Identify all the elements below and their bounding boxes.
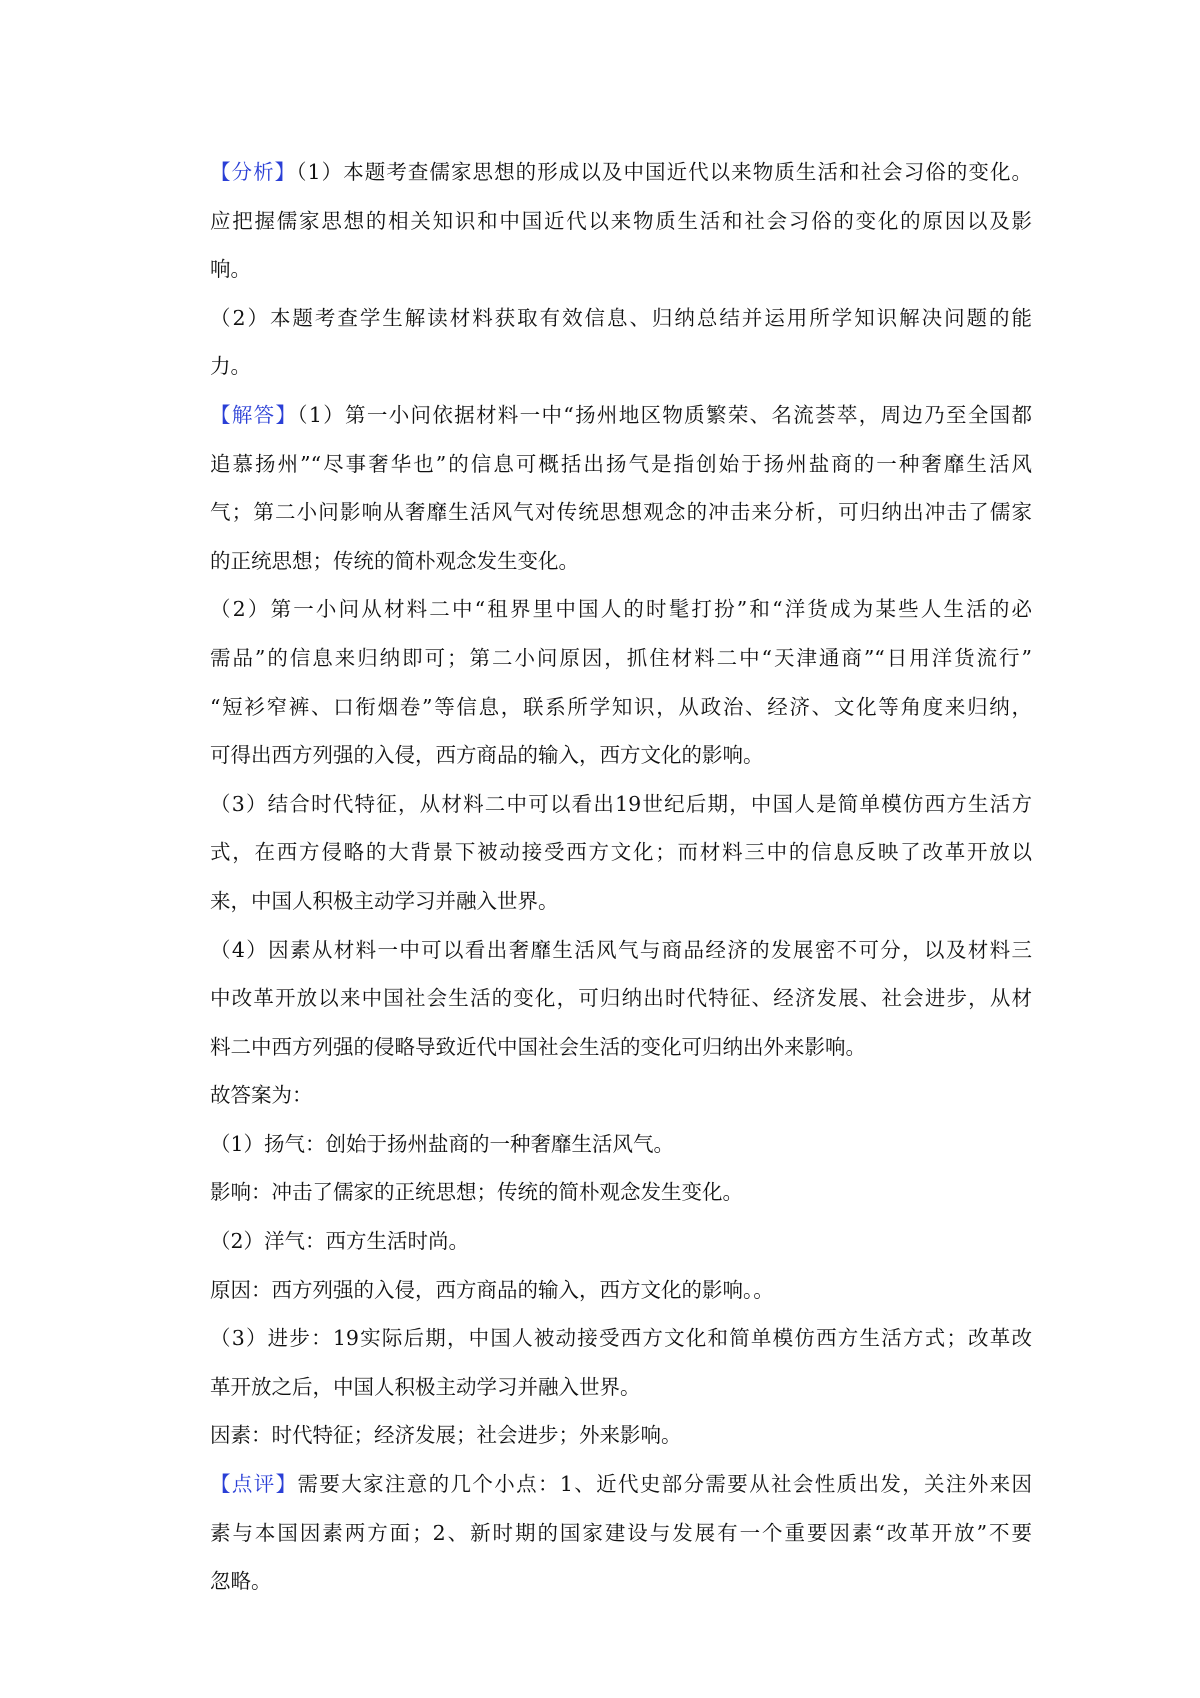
text-line: [210, 1411, 1032, 1460]
text-line: [210, 1460, 1032, 1509]
line-text: 的正统思想；传统的简朴观念发生变化。: [210, 548, 579, 573]
text-line: [210, 634, 1032, 683]
line-text: （3）结合时代特征，从材料二中可以看出19世纪后期，中国人是简单模仿西方生活方: [210, 791, 1032, 816]
line-text: （2）洋气：西方生活时尚。: [210, 1229, 470, 1254]
line-text: “短衫窄裤、口衔烟卷”等信息，联系所学知识，从政治、经济、文化等角度来归纳，: [210, 694, 1032, 719]
line-text: 素与本国因素两方面；2、新时期的国家建设与发展有一个重要因素“改革开放”不要: [210, 1520, 1032, 1545]
section-tag: 【分析】: [210, 160, 297, 184]
text-line: [210, 1071, 1032, 1120]
text-line: [210, 1217, 1032, 1266]
section-tag: 【点评】: [210, 1472, 298, 1497]
text-line: [210, 1023, 1032, 1072]
text-line: [210, 488, 1032, 537]
text-line: [210, 1363, 1032, 1412]
line-text: 故答案为：: [210, 1083, 313, 1108]
line-text: （3）进步：19实际后期，中国人被动接受西方文化和简单模仿西方生活方式；改革改: [210, 1326, 1032, 1351]
text-line: [210, 1509, 1032, 1558]
line-text: （2）本题考查学生解读材料获取有效信息、归纳总结并运用所学知识解决问题的能: [210, 305, 1032, 330]
line-text: 原因：西方列强的入侵，西方商品的输入，西方文化的影响。。: [210, 1277, 774, 1302]
text-line: [210, 731, 1032, 780]
text-line: [210, 1266, 1032, 1315]
text-line: [210, 294, 1032, 343]
line-text: 可得出西方列强的入侵，西方商品的输入，西方文化的影响。: [210, 743, 764, 768]
line-text: 因素：时代特征；经济发展；社会进步；外来影响。: [210, 1423, 682, 1448]
section-tag: 【解答】: [210, 402, 298, 427]
text-line: [210, 391, 1032, 440]
line-text: 气；第二小问影响从奢靡生活风气对传统思想观念的冲击来分析，可归纳出冲击了儒家: [210, 500, 1032, 525]
text-line: [210, 537, 1032, 586]
line-text: （1）本题考查儒家思想的形成以及中国近代以来物质生活和社会习俗的变化。: [296, 160, 1032, 184]
text-line: [210, 828, 1032, 877]
text-line: [210, 1120, 1032, 1169]
text-line: [210, 974, 1032, 1023]
text-line: [210, 780, 1032, 829]
line-text: 料二中西方列强的侵略导致近代中国社会生活的变化可归纳出外来影响。: [210, 1034, 866, 1059]
text-line: [210, 926, 1032, 975]
line-text: 影响：冲击了儒家的正统思想；传统的简朴观念发生变化。: [210, 1180, 743, 1205]
line-text: 应把握儒家思想的相关知识和中国近代以来物质生活和社会习俗的变化的原因以及影: [210, 208, 1032, 233]
text-line: [210, 148, 1032, 197]
document-page: [210, 148, 1032, 1606]
text-line: [210, 1314, 1032, 1363]
line-text: （2）第一小问从材料二中“租界里中国人的时髦打扮”和“洋货成为某些人生活的必: [210, 597, 1032, 622]
line-text: 需要大家注意的几个小点：1、近代史部分需要从社会性质出发，关注外来因: [297, 1472, 1033, 1497]
text-line: [210, 877, 1032, 926]
line-text: 需品”的信息来归纳即可；第二小问原因，抓住材料二中“天津通商”“日用洋货流行”: [210, 645, 1032, 670]
text-line: [210, 1557, 1032, 1606]
line-text: 式，在西方侵略的大背景下被动接受西方文化；而材料三中的信息反映了改革开放以: [210, 840, 1032, 865]
line-text: 响。: [210, 257, 251, 282]
text-line: [210, 1168, 1032, 1217]
line-text: 来，中国人积极主动学习并融入世界。: [210, 888, 559, 913]
text-line: [210, 197, 1032, 246]
line-text: 中改革开放以来中国社会生活的变化，可归纳出时代特征、经济发展、社会进步，从材: [210, 986, 1032, 1011]
line-text: 力。: [210, 354, 251, 379]
text-line: [210, 440, 1032, 489]
line-text: （1）扬气：创始于扬州盐商的一种奢靡生活风气。: [210, 1131, 675, 1156]
text-line: [210, 585, 1032, 634]
line-text: （4）因素从材料一中可以看出奢靡生活风气与商品经济的发展密不可分，以及材料三: [210, 937, 1032, 962]
line-text: 追慕扬州”“尽事奢华也”的信息可概括出扬气是指创始于扬州盐商的一种奢靡生活风: [210, 451, 1032, 476]
text-line: [210, 683, 1032, 732]
line-text: （1）第一小问依据材料一中“扬州地区物质繁荣、名流荟萃，周边乃至全国都: [297, 402, 1033, 427]
text-line: [210, 342, 1032, 391]
line-text: 忽略。: [210, 1569, 272, 1594]
text-line: [210, 245, 1032, 294]
line-text: 革开放之后，中国人积极主动学习并融入世界。: [210, 1374, 641, 1399]
